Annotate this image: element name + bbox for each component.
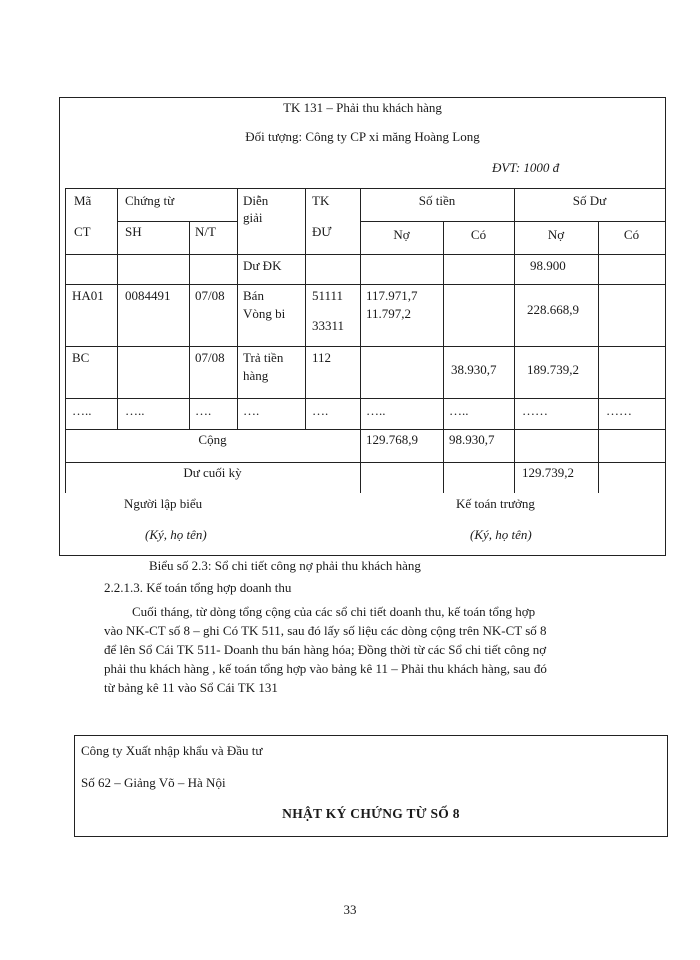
r1-ma: HA01: [72, 288, 104, 303]
col-so-tien: Số tiền: [418, 193, 456, 208]
r2-dien-giai-2: hàng: [243, 368, 269, 383]
r2-tk: 112: [312, 350, 332, 365]
r2-ma: BC: [72, 350, 90, 365]
r1-tk-2: 33311: [312, 318, 345, 333]
ledger-frame: [59, 97, 666, 556]
col-chung-tu: Chứng từ: [125, 193, 175, 208]
dots-cell: ……: [522, 403, 548, 418]
r1-no-1: 117.971,7: [366, 288, 418, 303]
paragraph-line: phải thu khách hàng , kế toán tổng hợp vào bảng kê 11 – Phải thu khách hàng, sau đó: [104, 661, 547, 676]
r1-sh: 0084491: [125, 288, 171, 303]
page-number: 33: [343, 902, 357, 917]
closing-no: 129.739,2: [522, 465, 574, 480]
sign-left: Người lập biểu: [124, 496, 203, 511]
dots-cell: …..: [125, 403, 145, 418]
company-address: Số 62 – Giảng Võ – Hà Nội: [81, 775, 226, 790]
col-dien-giai-1: Diễn: [243, 193, 269, 208]
r1-no-2: 11.797,2: [366, 306, 412, 321]
paragraph-line: Cuối tháng, từ dòng tổng cộng của các sổ chi tiết doanh thu, kế toán tổng hợp: [132, 604, 536, 619]
ledger-unit: ĐVT: 1000 đ: [492, 160, 560, 175]
col-no-du: Nợ: [547, 227, 565, 242]
col-no-tien: Nợ: [393, 227, 410, 242]
r2-dien-giai-1: Trả tiền: [243, 350, 284, 365]
dots-cell: …..: [449, 403, 469, 418]
ledger-title: TK 131 – Phải thu khách hàng: [283, 100, 442, 115]
sign-right: Kế toán trưởng: [456, 496, 535, 511]
r1-dien-giai-2: Vòng bi: [243, 306, 286, 321]
col-tk-1: TK: [312, 193, 330, 208]
paragraph-line: để lên Sổ Cái TK 511- Doanh thu bán hàng hóa; Đồng thời từ các Sổ chi tiết công nợ: [104, 642, 547, 657]
section-heading: 2.2.1.3. Kế toán tổng hợp doanh thu: [104, 580, 292, 595]
r2-nt: 07/08: [195, 350, 225, 365]
paragraph-line: vào NK-CT số 8 – ghi Có TK 511, sau đó lấy số liệu các dòng cộng trên NK-CT số 8: [104, 623, 547, 638]
r2-du-no: 189.739,2: [527, 362, 579, 377]
r1-dien-giai-1: Bán: [243, 288, 264, 303]
r1-tk-1: 51111: [312, 288, 344, 303]
total-co: 98.930,7: [449, 432, 495, 447]
ledger-subject: Đối tượng: Công ty CP xi măng Hoàng Long: [245, 129, 480, 144]
dots-cell: ….: [195, 403, 212, 418]
dots-cell: ….: [312, 403, 329, 418]
company-name: Công ty Xuất nhập khẩu và Đầu tư: [81, 743, 263, 758]
col-sh: SH: [125, 224, 142, 239]
dots-cell: ….: [243, 403, 260, 418]
table-caption: Biểu số 2.3: Sổ chi tiết công nợ phải thu khách hàng: [149, 558, 421, 573]
total-label: Cộng: [198, 432, 227, 447]
r2-co: 38.930,7: [451, 362, 497, 377]
col-dien-giai-2: giải: [243, 210, 263, 225]
sign-right-note: (Ký, họ tên): [470, 527, 532, 542]
sign-left-note: (Ký, họ tên): [145, 527, 207, 542]
dots-cell: …..: [366, 403, 386, 418]
r1-nt: 07/08: [195, 288, 225, 303]
total-no: 129.768,9: [366, 432, 418, 447]
col-tk-2: ĐƯ: [312, 224, 332, 239]
r1-du-no: 228.668,9: [527, 302, 579, 317]
col-co-tien: Có: [470, 227, 487, 242]
closing-label: Dư cuối kỳ: [183, 465, 242, 480]
col-nt: N/T: [195, 224, 216, 239]
opening-balance: 98.900: [530, 258, 566, 273]
dots-cell: …..: [72, 403, 92, 418]
col-ct: CT: [74, 224, 91, 239]
col-co-du: Có: [623, 227, 640, 242]
col-ma: Mã: [74, 193, 92, 208]
journal-title: NHẬT KÝ CHỨNG TỪ SỐ 8: [282, 806, 460, 821]
dots-cell: ……: [606, 403, 632, 418]
opening-label: Dư ĐK: [243, 258, 282, 273]
col-so-du: Số Dư: [572, 193, 607, 208]
paragraph-line: từ bảng kê 11 vào Sổ Cái TK 131: [104, 680, 278, 695]
